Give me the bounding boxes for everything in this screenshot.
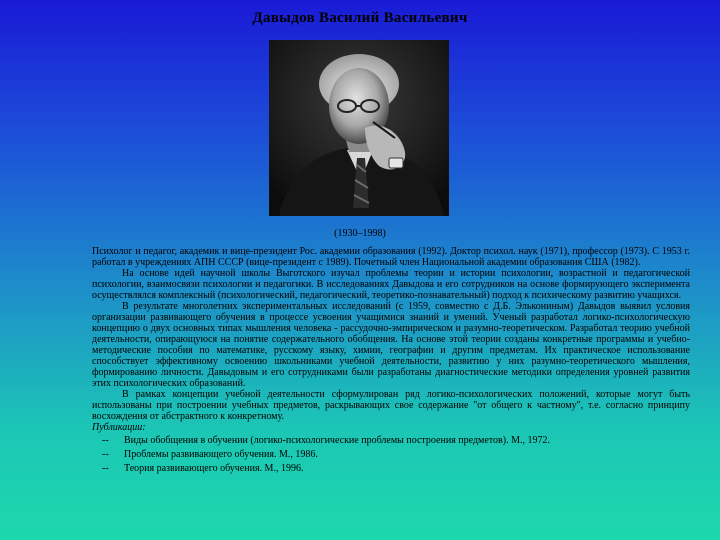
portrait-photo	[269, 40, 449, 216]
publications-heading: Публикации:	[92, 422, 146, 433]
paragraph: Психолог и педагог, академик и вице-президент Рос. академии образования (1992). Доктор психол. наук (1971), профессор (1973). С 1953 г. работал в учреждениях АПН СССР (вице-президент с 1989). Почетный член Национальной академии образования США (1982).	[92, 246, 690, 268]
list-marker: --	[102, 435, 109, 446]
biography-text	[92, 246, 690, 477]
list-item	[92, 463, 690, 474]
list-item	[92, 435, 690, 446]
paragraph: В рамках концепции учебной деятельности сформулирован ряд логико-психологических положений, которые могут быть использованы при построении учебных предметов, раскрывающих свое содержание "от общего к частному", т.е. согласно принципу восхождения от абстрактного к конкретному.	[92, 389, 690, 422]
list-item	[92, 449, 690, 460]
life-years: (1930–1998)	[334, 228, 386, 239]
page-title: Давыдов Василий Васильевич	[252, 10, 468, 26]
list-marker: --	[102, 449, 109, 460]
publication-title: Проблемы развивающего обучения. М., 1986.	[124, 449, 318, 460]
paragraph: На основе идей научной школы Выготского изучал проблемы теории и истории психологии, возрастной и педагогической психологии, взаимосвязи психологии и педагогики. В исследованиях Давыдова и его сотрудников на основе формирующего эксперимента осуществлялся комплексный (психологический, педагогический, теоретико-познавательный) подход к психическому развитию учащихся.	[92, 268, 690, 301]
publication-title: Теория развивающего обучения. М., 1996.	[124, 463, 304, 474]
publications-list	[92, 435, 690, 474]
paragraph: В результате многолетних экспериментальных исследований (с 1959, совместно с Д.Б. Элькониным) Давыдов выявил условия организации развивающего обучения в процессе усвоения учащимися знаний и умений. Ученый разработал логико-психологическую концепцию о двух основных типах мышления человека - рассудочно-эмпирическом и разумно-теоретическом. Разработал теорию учебной деятельности, опирающуюся на понятие содержательного обобщения. На основе этой теории созданы конкретные программы и учебно-методические пособия по математике, русскому языку, химии, географии и другим предметам. Их практическое использование способствует эффективному освоению школьниками учебной деятельности, развитию у них разумно-теоретического мышления, формированию личности. Давыдовым и его сотрудниками были разработаны диагностические методики определения уровней развития этих психологических образований.	[92, 301, 690, 389]
publication-title: Виды обобщения в обучении (логико-психологические проблемы построения предметов). М., 1972.	[124, 435, 550, 446]
list-marker: --	[102, 463, 109, 474]
portrait-illustration	[269, 40, 449, 216]
